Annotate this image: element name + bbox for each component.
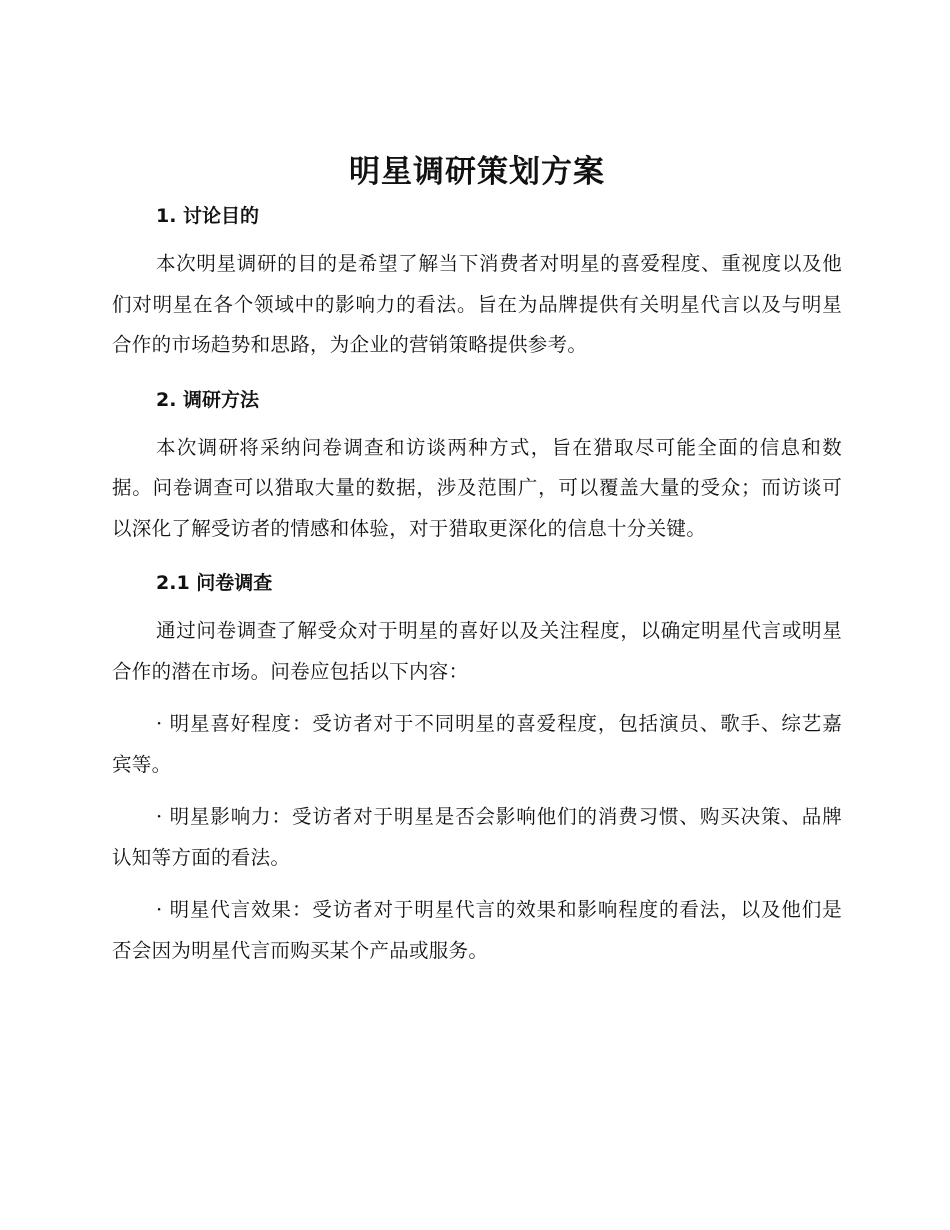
bullet-item: · 明星代言效果：受访者对于明星代言的效果和影响程度的看法，以及他们是否会因为明星代言而购买某个产品或服务。 (112, 898, 842, 962)
section-heading-purpose: 1. 讨论目的 (156, 205, 260, 227)
document-content (112, 150, 842, 971)
section-heading-questionnaire: 2.1 问卷调查 (156, 572, 273, 594)
section-heading-method: 2. 调研方法 (156, 388, 260, 411)
bullet-item: · 明星影响力：受访者对于明星是否会影响他们的消费习惯、购买决策、品牌认知等方面的看法。 (112, 805, 842, 869)
paragraph-questionnaire: 通过问卷调查了解受众对于明星的喜好以及关注程度，以确定明星代言或明星合作的潜在市场。问卷应包括以下内容： (112, 619, 842, 683)
paragraph-purpose: 本次明星调研的目的是希望了解当下消费者对明星的喜爱程度、重视度以及他们对明星在各个领域中的影响力的看法。旨在为品牌提供有关明星代言以及与明星合作的市场趋势和思路，为企业的营销策略提供参考。 (112, 252, 842, 356)
paragraph-method: 本次调研将采纳问卷调查和访谈两种方式，旨在猎取尽可能全面的信息和数据。问卷调查可以猎取大量的数据，涉及范围广，可以覆盖大量的受众；而访谈可以深化了解受访者的情感和体验，对于猎取更深化的信息十分关键。 (112, 435, 842, 540)
bullet-item: · 明星喜好程度：受访者对于不同明星的喜爱程度，包括演员、歌手、综艺嘉宾等。 (112, 712, 842, 776)
document-title: 明星调研策划方案 (349, 154, 605, 190)
